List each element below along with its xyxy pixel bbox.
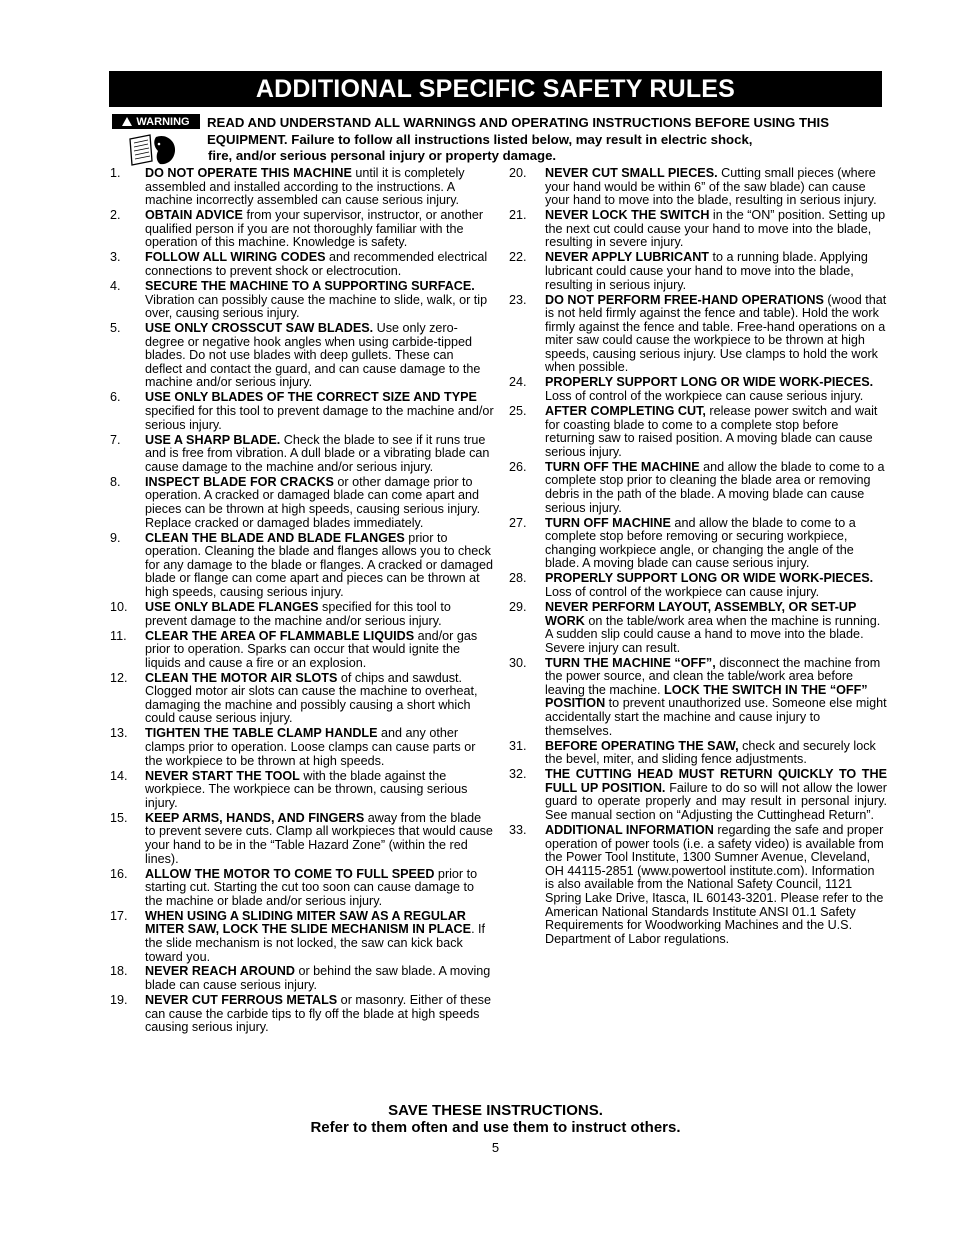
safety-rule-item bbox=[110, 476, 494, 530]
rule-number: 18. bbox=[110, 964, 128, 979]
rule-text: and any other clamps prior to operation. Loose clamps can cause parts or the workpiece to be thrown at high speeds. bbox=[145, 726, 476, 768]
rule-heading: DO NOT PERFORM FREE-HAND OPERATIONS bbox=[545, 292, 824, 307]
rule-text: and/or gas prior to operation. Sparks can occur that would ignite the liquids and cause a fire or an explosion. bbox=[145, 628, 478, 670]
rule-number: 29. bbox=[509, 599, 527, 614]
rule-number: 25. bbox=[509, 404, 527, 419]
rule-number: 4. bbox=[110, 278, 121, 293]
rule-heading: USE ONLY CROSSCUT SAW BLADES. bbox=[145, 321, 374, 336]
rule-text: and recommended electrical connections to prevent shock or electrocution. bbox=[145, 250, 488, 278]
rule-text: Loss of control of the workpiece can cause serious injury. bbox=[545, 389, 864, 404]
safety-rule-item bbox=[110, 391, 494, 432]
rule-text: of chips and sawdust. Clogged motor air slots can cause the machine to overheat, damaging the machine and possibly causing a short which could cause serious injury. bbox=[145, 670, 478, 726]
rule-number: 33. bbox=[509, 822, 527, 837]
safety-rule-item bbox=[110, 965, 494, 992]
safety-rule-item bbox=[509, 209, 887, 250]
rule-number: 17. bbox=[110, 908, 128, 923]
safety-rule-item bbox=[110, 812, 494, 866]
safety-rule-item bbox=[509, 572, 887, 599]
rule-heading: NEVER PERFORM LAYOUT, ASSEMBLY, OR SET-UP WORK bbox=[545, 599, 857, 628]
rule-number: 30. bbox=[509, 655, 527, 670]
rule-number: 5. bbox=[110, 321, 121, 336]
rule-text: or behind the saw blade. A moving blade can cause serious injury. bbox=[145, 964, 491, 993]
save-heading: SAVE THESE INSTRUCTIONS. bbox=[388, 1102, 603, 1119]
rule-heading: SECURE THE MACHINE TO A SUPPORTING SURFACE. bbox=[145, 278, 475, 293]
rule-number: 23. bbox=[509, 292, 527, 307]
rule-text: or other damage prior to operation. A cracked or damaged blade can come apart and pieces can be thrown at high speeds, causing serious injury. Replace cracked or damaged blades immediately. bbox=[145, 474, 481, 530]
rule-heading: ALLOW THE MOTOR TO COME TO FULL SPEED bbox=[145, 866, 435, 881]
safety-rule-item bbox=[509, 405, 887, 459]
rule-text: in the “ON” position. Setting up the next cut could cause your hand to move into the blade, resulting in severe injury. bbox=[545, 208, 886, 250]
rule-number: 10. bbox=[110, 599, 128, 614]
rule-text: until it is completely assembled and installed according to the instructions. A machine incorrectly assembled can cause serious injury. bbox=[145, 166, 465, 208]
rule-heading: FOLLOW ALL WIRING CODES bbox=[145, 250, 326, 265]
safety-rule-item bbox=[110, 209, 494, 250]
rule-text: from your supervisor, instructor, or another qualified person if you are not thoroughly familiar with the operation of this machine. Knowledge is safety. bbox=[145, 208, 484, 250]
rule-text: . If the slide mechanism is not locked, the saw can kick back toward you. bbox=[145, 922, 486, 964]
intro-line-2: fire, and/or serious personal injury or property damage. bbox=[208, 148, 557, 163]
safety-rule-item bbox=[509, 768, 887, 822]
rule-number: 32. bbox=[509, 767, 527, 782]
rule-number: 6. bbox=[110, 390, 121, 405]
safety-rule-item bbox=[110, 280, 494, 321]
safety-rule-item bbox=[110, 322, 494, 390]
safety-rule-item bbox=[509, 601, 887, 655]
rule-text: prior to starting cut. Starting the cut too soon can cause damage to the machine or blade and/or serious injury. bbox=[145, 866, 478, 908]
rule-text: regarding the safe and proper operation of power tools (i.e. a safety video) is available from the Power Tool Institute, 1300 Sumner Avenue, Cleveland, OH 44115-2851 (www.powertool institute.com). Information is also available from the National Safety Council, 1121 Spring Lake Drive, Itasca, IL 60143-3201. Please refer to the American National Standards Institute ANSI 01.1 Safety Requirements for Woodworking Machines and the U.S. Department of Labor regulations. bbox=[545, 822, 884, 946]
rule-number: 31. bbox=[509, 738, 527, 753]
rule-text-secondary: to prevent unauthorized use. Someone else might accidentally start the machine and cause injury to themselves. bbox=[545, 696, 887, 738]
rule-text: (wood that is not held firmly against the fence and table). Hold the work firmly against the fence and table. Free-hand operations on a miter saw could cause the workpiece to be thrown at high speeds, causing serious injury. Use clamps to hold the work when possible. bbox=[545, 292, 887, 375]
rules-column-right bbox=[509, 167, 887, 948]
safety-rule-item bbox=[110, 770, 494, 811]
safety-rule-item bbox=[110, 167, 494, 208]
safety-rule-item bbox=[509, 376, 887, 403]
rule-text: Vibration can possibly cause the machine to slide, walk, or tip over, causing serious injury. bbox=[145, 292, 488, 321]
section-title: ADDITIONAL SPECIFIC SAFETY RULES bbox=[255, 74, 736, 103]
rule-heading: AFTER COMPLETING CUT, bbox=[545, 404, 706, 419]
page-number: 5 bbox=[491, 1140, 500, 1155]
rule-number: 22. bbox=[509, 250, 527, 265]
safety-rule-item bbox=[509, 167, 887, 208]
warning-triangle-icon bbox=[122, 117, 132, 126]
warning-label: WARNING bbox=[136, 115, 190, 128]
rule-number: 20. bbox=[509, 166, 527, 180]
rule-number: 8. bbox=[110, 474, 121, 489]
warning-intro bbox=[207, 115, 882, 165]
rule-heading: USE ONLY BLADE FLANGES bbox=[145, 599, 319, 614]
rule-heading: KEEP ARMS, HANDS, AND FINGERS bbox=[145, 810, 365, 825]
rule-text: away from the blade to prevent severe cuts. Clamp all workpieces that would cause your hand to be in the “Table Hazard Zone” (within the red lines). bbox=[145, 810, 493, 866]
rule-text: specified for this tool to prevent damage to the machine and/or serious injury. bbox=[145, 599, 451, 628]
safety-rule-item bbox=[110, 532, 494, 600]
safety-rule-item bbox=[509, 740, 887, 767]
rule-text: check and securely lock the bevel, miter, and sliding fence adjustments. bbox=[545, 738, 876, 767]
rule-text: Loss of control of the workpiece can cause injury. bbox=[545, 584, 820, 599]
rule-number: 1. bbox=[110, 166, 121, 180]
rule-number: 3. bbox=[110, 250, 121, 265]
rule-number: 14. bbox=[110, 768, 128, 783]
rule-heading: CLEAN THE BLADE AND BLADE FLANGES bbox=[145, 530, 405, 545]
safety-rule-item bbox=[110, 727, 494, 768]
rule-heading: PROPERLY SUPPORT LONG OR WIDE WORK-PIECES. bbox=[545, 375, 874, 390]
safety-rule-item bbox=[110, 672, 494, 726]
rule-text: and allow the blade to come to a complete stop prior to cleaning the blade area or removing debris in the path of the blade. A moving blade can cause serious injury. bbox=[545, 459, 885, 515]
rule-heading: USE A SHARP BLADE. bbox=[145, 432, 281, 447]
rule-number: 15. bbox=[110, 810, 128, 825]
rule-number: 2. bbox=[110, 208, 121, 223]
save-subheading: Refer to them often and use them to instruct others. bbox=[310, 1119, 681, 1136]
rule-text: and allow the blade to come to a complete stop before removing or securing workpiece, changing workpiece angle, or changing the angle of the blade. A moving blade can cause serious injury. bbox=[545, 515, 856, 571]
rule-heading: USE ONLY BLADES OF THE CORRECT SIZE AND TYPE bbox=[145, 390, 477, 405]
safety-rule-item bbox=[110, 601, 494, 628]
rule-heading: INSPECT BLADE FOR CRACKS bbox=[145, 474, 334, 489]
save-instructions bbox=[109, 1102, 882, 1136]
safety-rule-item bbox=[509, 294, 887, 376]
rule-text: Cutting small pieces (where your hand would be within 6” of the saw blade) can cause your hand to move into the blade, resulting in serious injury. bbox=[545, 166, 877, 208]
rule-number: 24. bbox=[509, 375, 527, 390]
rule-heading: TURN THE MACHINE “OFF”, bbox=[545, 655, 716, 670]
rule-text: release power switch and wait for coasting blade to come to a complete stop before returning saw to raised position. A moving blade can cause serious injury. bbox=[545, 404, 878, 459]
rule-heading: OBTAIN ADVICE bbox=[145, 208, 243, 223]
rules-column-left bbox=[110, 167, 494, 1036]
rule-heading: PROPERLY SUPPORT LONG OR WIDE WORK-PIECES. bbox=[545, 571, 874, 586]
rule-number: 19. bbox=[110, 993, 128, 1008]
rule-heading: TIGHTEN THE TABLE CLAMP HANDLE bbox=[145, 726, 378, 741]
rule-heading: CLEAN THE MOTOR AIR SLOTS bbox=[145, 670, 338, 685]
rule-heading: THE CUTTING HEAD MUST RETURN QUICKLY TO THE FULL UP POSITION. bbox=[545, 767, 887, 795]
rule-heading: NEVER LOCK THE SWITCH bbox=[545, 208, 710, 223]
rule-heading: NEVER REACH AROUND bbox=[145, 964, 295, 979]
safety-rule-item bbox=[110, 910, 494, 964]
rule-heading: CLEAR THE AREA OF FLAMMABLE LIQUIDS bbox=[145, 628, 415, 643]
rule-number: 11. bbox=[110, 628, 127, 643]
rule-number: 28. bbox=[509, 571, 527, 586]
rule-heading: NEVER CUT SMALL PIECES. bbox=[545, 166, 718, 180]
rule-number: 26. bbox=[509, 459, 527, 474]
rule-heading-secondary: LOCK THE SWITCH IN THE “OFF” POSITION bbox=[545, 682, 868, 711]
rule-heading: DO NOT OPERATE THIS MACHINE bbox=[145, 166, 352, 180]
safety-rule-item bbox=[509, 657, 887, 739]
safety-rule-item bbox=[509, 251, 887, 292]
safety-rule-item bbox=[110, 994, 494, 1035]
rule-heading: NEVER APPLY LUBRICANT bbox=[545, 250, 709, 265]
rule-text: disconnect the machine from the power source, and clean the table/work area before leaving the machine. bbox=[545, 655, 881, 697]
safety-rule-item bbox=[509, 461, 887, 515]
rule-heading: TURN OFF MACHINE bbox=[545, 515, 671, 530]
safety-rule-item bbox=[110, 868, 494, 909]
rule-heading: ADDITIONAL INFORMATION bbox=[545, 822, 714, 837]
rule-heading: NEVER START THE TOOL bbox=[145, 768, 300, 783]
rule-number: 16. bbox=[110, 866, 128, 881]
rule-text: Use only zero-degree or negative hook angles when using carbide-tipped blades. Do not use blades with deep gullets. These can deflect and contact the guard, and can cause damage to the machine and/or serious injury. bbox=[145, 321, 481, 390]
rule-number: 9. bbox=[110, 530, 121, 545]
rule-heading: BEFORE OPERATING THE SAW, bbox=[545, 738, 739, 753]
intro-line-1: READ AND UNDERSTAND ALL WARNINGS AND OPERATING INSTRUCTIONS BEFORE USING THIS EQUIPMENT. Failure to follow all instructions listed below, may result in electric shock, bbox=[207, 115, 830, 147]
rule-text: with the blade against the workpiece. The workpiece can be thrown, causing serious injury. bbox=[145, 768, 468, 810]
rule-number: 7. bbox=[110, 432, 121, 447]
rule-number: 13. bbox=[110, 726, 128, 741]
safety-rule-item bbox=[110, 434, 494, 475]
rule-heading: WHEN USING A SLIDING MITER SAW AS A REGULAR MITER SAW, LOCK THE SLIDE MECHANISM IN PLACE bbox=[145, 908, 472, 937]
rule-text: on the table/work area when the machine is running. A sudden slip could cause a hand to move into the blade. Severe injury can result. bbox=[545, 613, 881, 655]
section-title-bar bbox=[109, 71, 882, 107]
rule-heading: TURN OFF THE MACHINE bbox=[545, 459, 700, 474]
rule-text: specified for this tool to prevent damage to the machine and/or serious injury. bbox=[145, 404, 494, 432]
safety-rule-item bbox=[509, 517, 887, 571]
rule-number: 12. bbox=[110, 670, 128, 685]
warning-badge bbox=[112, 114, 200, 129]
safety-rule-item bbox=[110, 251, 494, 278]
manual-book-icon bbox=[126, 131, 180, 167]
rule-number: 27. bbox=[509, 515, 527, 530]
rule-text: Failure to do so will not allow the lower guard to operate properly and may result in personal injury. See manual section on “Adjusting the Cuttinghead Return”. bbox=[545, 780, 887, 822]
rule-heading: NEVER CUT FERROUS METALS bbox=[145, 993, 338, 1008]
rule-text: prior to operation. Cleaning the blade and flanges allows you to check for any damage to the blade or flanges. A cracked or damaged blade or flange can come apart and pieces can be thrown at high speeds, causing serious injury. bbox=[145, 530, 493, 599]
safety-rule-item bbox=[509, 824, 887, 946]
rule-text: to a running blade. Applying lubricant could cause your hand to move into the blade, resulting in serious injury. bbox=[545, 250, 868, 292]
rule-text: or masonry. Either of these can cause the carbide tips to fly off the blade at high speeds causing serious injury. bbox=[145, 993, 491, 1035]
safety-rule-item bbox=[110, 630, 494, 671]
rule-number: 21. bbox=[509, 208, 527, 223]
rule-text: Check the blade to see if it runs true and is free from vibration. A dull blade or a vibrating blade can cause damage to the machine and/or serious injury. bbox=[145, 432, 490, 474]
